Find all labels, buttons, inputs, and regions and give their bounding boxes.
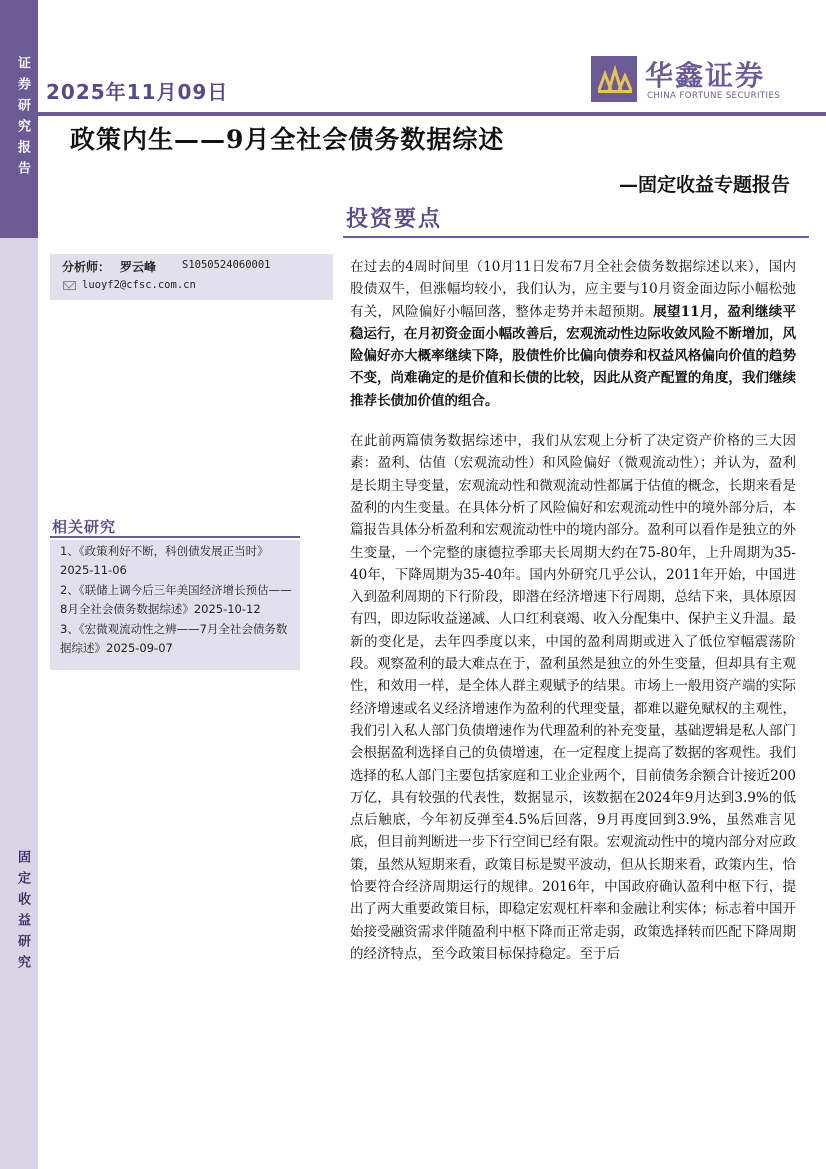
analyst-certificate-id: S1050524060001	[182, 259, 271, 271]
summary-outlook-bold: 展望11月，盈利继续平稳运行，在月初资金面小幅改善后，宏观流动性边际收敛风险不断增加，风险偏好亦大概率继续下降，股债性价比偏向债券和权益风格偏向价值的趋势不变，尚难确定的是价值和长债的比较，因此从资产配置的角度，我们继续推荐长债加价值的组合。	[350, 303, 797, 409]
related-research-title: 相关研究	[52, 518, 117, 536]
related-research-list	[50, 540, 300, 670]
main-content	[350, 256, 796, 965]
related-research-divider	[50, 536, 300, 538]
side-bar-lower	[0, 238, 38, 1169]
report-subtitle: —固定收益专题报告	[618, 174, 790, 196]
analyst-name: 罗云峰	[120, 260, 157, 274]
related-research-item[interactable]: 2、《联储上调今后三年美国经济增长预估——8月全社会债务数据综述》2025-10-12	[60, 582, 292, 617]
company-logo-icon	[591, 56, 637, 102]
report-date: 2025年11月09日	[46, 80, 229, 104]
header-divider	[38, 112, 826, 116]
section-title-key-points: 投资要点	[346, 206, 443, 232]
company-name-en: CHINA FORTUNE SECURITIES	[647, 91, 781, 101]
section-divider	[343, 236, 809, 238]
company-name-cn: 华鑫证券	[645, 59, 766, 92]
analysis-paragraph: 在此前两篇债务数据综述中，我们从宏观上分析了决定资产价格的三大因素：盈利、估值（宏观流动性）和风险偏好（微观流动性）；并认为，盈利是长期主导变量，宏观流动性和微观流动性都属于估值的概念，长期来看是盈利的内生变量。在具体分析了风险偏好和宏观流动性中的境外部分后，本篇报告具体分析盈利和宏观流动性中的境内部分。盈利可以看作是独立的外生变量，一个完整的康德拉季耶夫长周期大约在75-80年，上升周期为35-40年，下降周期为35-40年。国内外研究几乎公认，2011年开始，中国进入到盈利周期的下行阶段，即潜在经济增速下行周期，总结下来，具体原因有四，即边际收益递减、人口红利衰竭、收入分配集中、保护主义升温。最新的变化是，去年四季度以来，中国的盈利周期或进入了低位窄幅震荡阶段。观察盈利的最大难点在于，盈利虽然是独立的外生变量，但却具有主观性，和效用一样，是全体人群主观赋予的结果。市场上一般用资产端的实际经济增速或名义经济增速作为盈利的代理变量，都难以避免赋权的主观性，我们引入私人部门负债增速作为代理盈利的补充变量，基础逻辑是私人部门会根据盈利选择自己的负债增速，在一定程度上提高了数据的客观性。我们选择的私人部门主要包括家庭和工业企业两个，目前债务余额合计接近200万亿，具有较强的代表性，数据显示，该数据在2024年9月达到3.9%的低点后触底，今年初反弹至4.5%后回落，9月再度回到3.9%，虽然难言见底，但目前判断进一步下行空间已经有限。宏观流动性中的境内部分对应政策，虽然从短期来看，政策目标是熨平波动，但从长期来看，政策内生，恰恰要符合经济周期运行的规律。2016年，中国政府确认盈利中枢下行，提出了两大重要政策目标，即稳定宏观杠杆率和金融让利实体；标志着中国开始接受融资需求伴随盈利中枢下降而正常走弱，政策选择转而匹配下降周期的经济特点，至今政策目标保持稳定。至于后	[350, 433, 796, 962]
analyst-label: 分析师：	[62, 260, 111, 274]
side-label-securities-report: 证券研究报告	[15, 56, 30, 182]
mail-icon	[63, 281, 76, 290]
analyst-email[interactable]: luoyf2@cfsc.com.cn	[82, 279, 196, 291]
report-title: 政策内生——9月全社会债务数据综述	[70, 125, 505, 154]
related-research-item[interactable]: 3、《宏微观流动性之辨——7月全社会债务数据综述》2025-09-07	[60, 621, 288, 656]
related-research-item[interactable]: 1、《政策利好不断，科创债发展正当时》2025-11-06	[60, 544, 269, 578]
summary-paragraph	[350, 256, 796, 412]
side-label-fixed-income: 固定收益研究	[15, 850, 30, 976]
summary-text: 在过去的4周时间里（10月11日发布7月全社会债务数据综述以来），国内股债双牛，但涨幅均较小，我们认为，应主要与10月资金面边际小幅松弛有关，风险偏好小幅回落，整体走势并未超预期。	[350, 259, 796, 320]
